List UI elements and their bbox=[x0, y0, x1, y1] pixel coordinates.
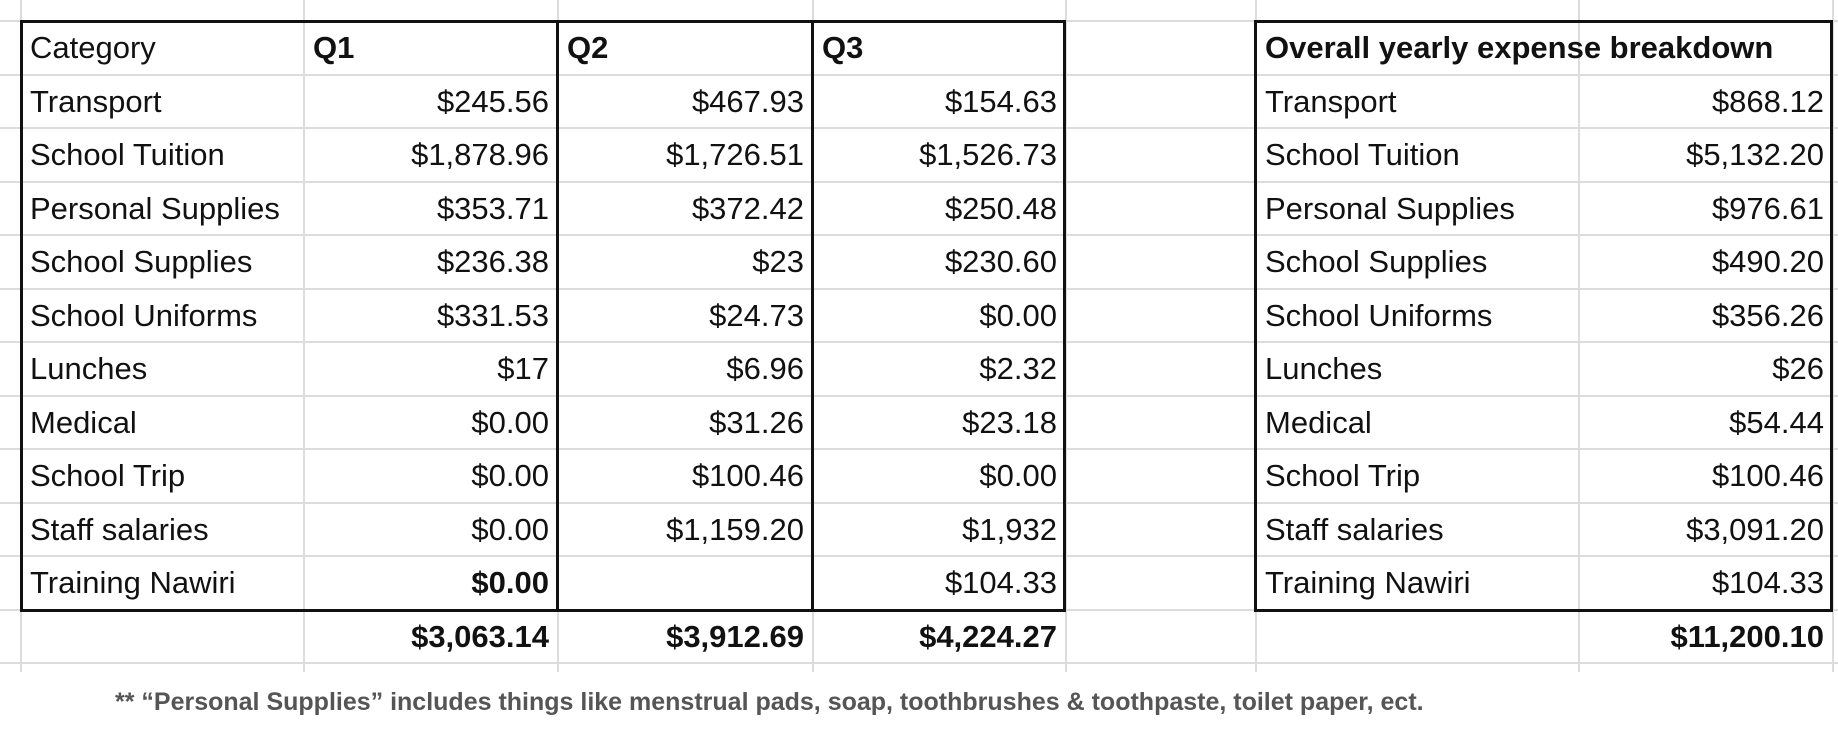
yearly-amount-cell: $490.20 bbox=[1711, 244, 1824, 279]
q1-total-cell: $3,063.14 bbox=[411, 618, 549, 654]
quarterly-category-cell: School Supplies bbox=[30, 244, 253, 279]
quarterly-category-cell: School Tuition bbox=[30, 137, 225, 172]
yearly-category-cell: Lunches bbox=[1265, 351, 1383, 386]
yearly-category-cell: School Supplies bbox=[1265, 244, 1488, 279]
q3-value-cell: $104.33 bbox=[944, 565, 1057, 600]
yearly-category-cell: School Trip bbox=[1265, 458, 1421, 493]
q2-value-cell: $372.42 bbox=[691, 190, 804, 226]
q2-value-cell: $1,726.51 bbox=[666, 137, 804, 172]
q2-value-cell: $467.93 bbox=[691, 83, 804, 119]
q1-value-cell: $0.00 bbox=[471, 458, 549, 493]
q3-value-cell: $230.60 bbox=[944, 244, 1057, 279]
q2-value-cell: $23 bbox=[752, 244, 804, 279]
q2-value-cell: $100.46 bbox=[691, 458, 804, 493]
q3-value-cell: $1,526.73 bbox=[919, 137, 1057, 172]
q3-value-cell: $250.48 bbox=[944, 190, 1057, 226]
yearly-amount-cell: $356.26 bbox=[1711, 297, 1824, 333]
q3-total-cell: $4,224.27 bbox=[919, 618, 1057, 654]
quarterly-category-cell: School Uniforms bbox=[30, 297, 258, 333]
q1-value-cell: $0.00 bbox=[471, 511, 549, 547]
header-q3: Q3 bbox=[822, 30, 864, 65]
yearly-amount-cell: $5,132.20 bbox=[1686, 137, 1824, 172]
header-q2: Q2 bbox=[567, 30, 609, 65]
q3-value-cell: $1,932 bbox=[962, 511, 1057, 547]
q1-value-cell: $0.00 bbox=[471, 565, 549, 600]
yearly-amount-cell: $976.61 bbox=[1711, 190, 1824, 226]
q1-value-cell: $17 bbox=[497, 351, 549, 386]
quarterly-category-cell: Transport bbox=[30, 83, 162, 119]
quarterly-category-cell: Medical bbox=[30, 404, 137, 440]
q1-value-cell: $245.56 bbox=[436, 83, 549, 119]
yearly-amount-cell: $3,091.20 bbox=[1686, 511, 1824, 547]
yearly-category-cell: Personal Supplies bbox=[1265, 190, 1515, 226]
q1-value-cell: $1,878.96 bbox=[411, 137, 549, 172]
yearly-breakdown-header: Overall yearly expense breakdown bbox=[1265, 30, 1774, 65]
q2-value-cell bbox=[557, 555, 812, 609]
quarterly-category-cell: School Trip bbox=[30, 458, 186, 493]
yearly-amount-cell: $868.12 bbox=[1711, 83, 1824, 119]
yearly-category-cell: Staff salaries bbox=[1265, 511, 1444, 547]
q3-value-cell: $154.63 bbox=[944, 83, 1057, 119]
quarterly-category-cell: Staff salaries bbox=[30, 511, 209, 547]
q2-value-cell: $31.26 bbox=[709, 404, 804, 440]
yearly-category-cell: Medical bbox=[1265, 404, 1372, 440]
quarterly-category-cell: Training Nawiri bbox=[30, 565, 236, 600]
yearly-amount-cell: $26 bbox=[1772, 351, 1824, 386]
header-category: Category bbox=[30, 30, 156, 65]
q2-value-cell: $24.73 bbox=[709, 297, 804, 333]
yearly-amount-cell: $54.44 bbox=[1729, 404, 1824, 440]
q1-value-cell: $353.71 bbox=[436, 190, 549, 226]
q2-value-cell: $1,159.20 bbox=[666, 511, 804, 547]
header-q1: Q1 bbox=[313, 30, 355, 65]
q3-value-cell: $2.32 bbox=[979, 351, 1057, 386]
q3-value-cell: $23.18 bbox=[962, 404, 1057, 440]
q1-value-cell: $236.38 bbox=[436, 244, 549, 279]
footnote-personal-supplies: ** “Personal Supplies” includes things like menstrual pads, soap, toothbrushes & toothpaste, toilet paper, ect. bbox=[115, 688, 1424, 716]
q1-value-cell: $331.53 bbox=[436, 297, 549, 333]
q3-value-cell: $0.00 bbox=[979, 458, 1057, 493]
yearly-category-cell: Training Nawiri bbox=[1265, 565, 1471, 600]
quarterly-category-cell: Lunches bbox=[30, 351, 148, 386]
yearly-amount-cell: $104.33 bbox=[1711, 565, 1824, 600]
quarterly-category-cell: Personal Supplies bbox=[30, 190, 280, 226]
q2-total-cell: $3,912.69 bbox=[666, 618, 804, 654]
yearly-category-cell: School Uniforms bbox=[1265, 297, 1493, 333]
yearly-category-cell: Transport bbox=[1265, 83, 1397, 119]
yearly-total-cell: $11,200.10 bbox=[1670, 618, 1824, 654]
q3-value-cell: $0.00 bbox=[979, 297, 1057, 333]
q2-value-cell: $6.96 bbox=[726, 351, 804, 386]
q1-value-cell: $0.00 bbox=[471, 404, 549, 440]
yearly-category-cell: School Tuition bbox=[1265, 137, 1460, 172]
yearly-amount-cell: $100.46 bbox=[1711, 458, 1824, 493]
